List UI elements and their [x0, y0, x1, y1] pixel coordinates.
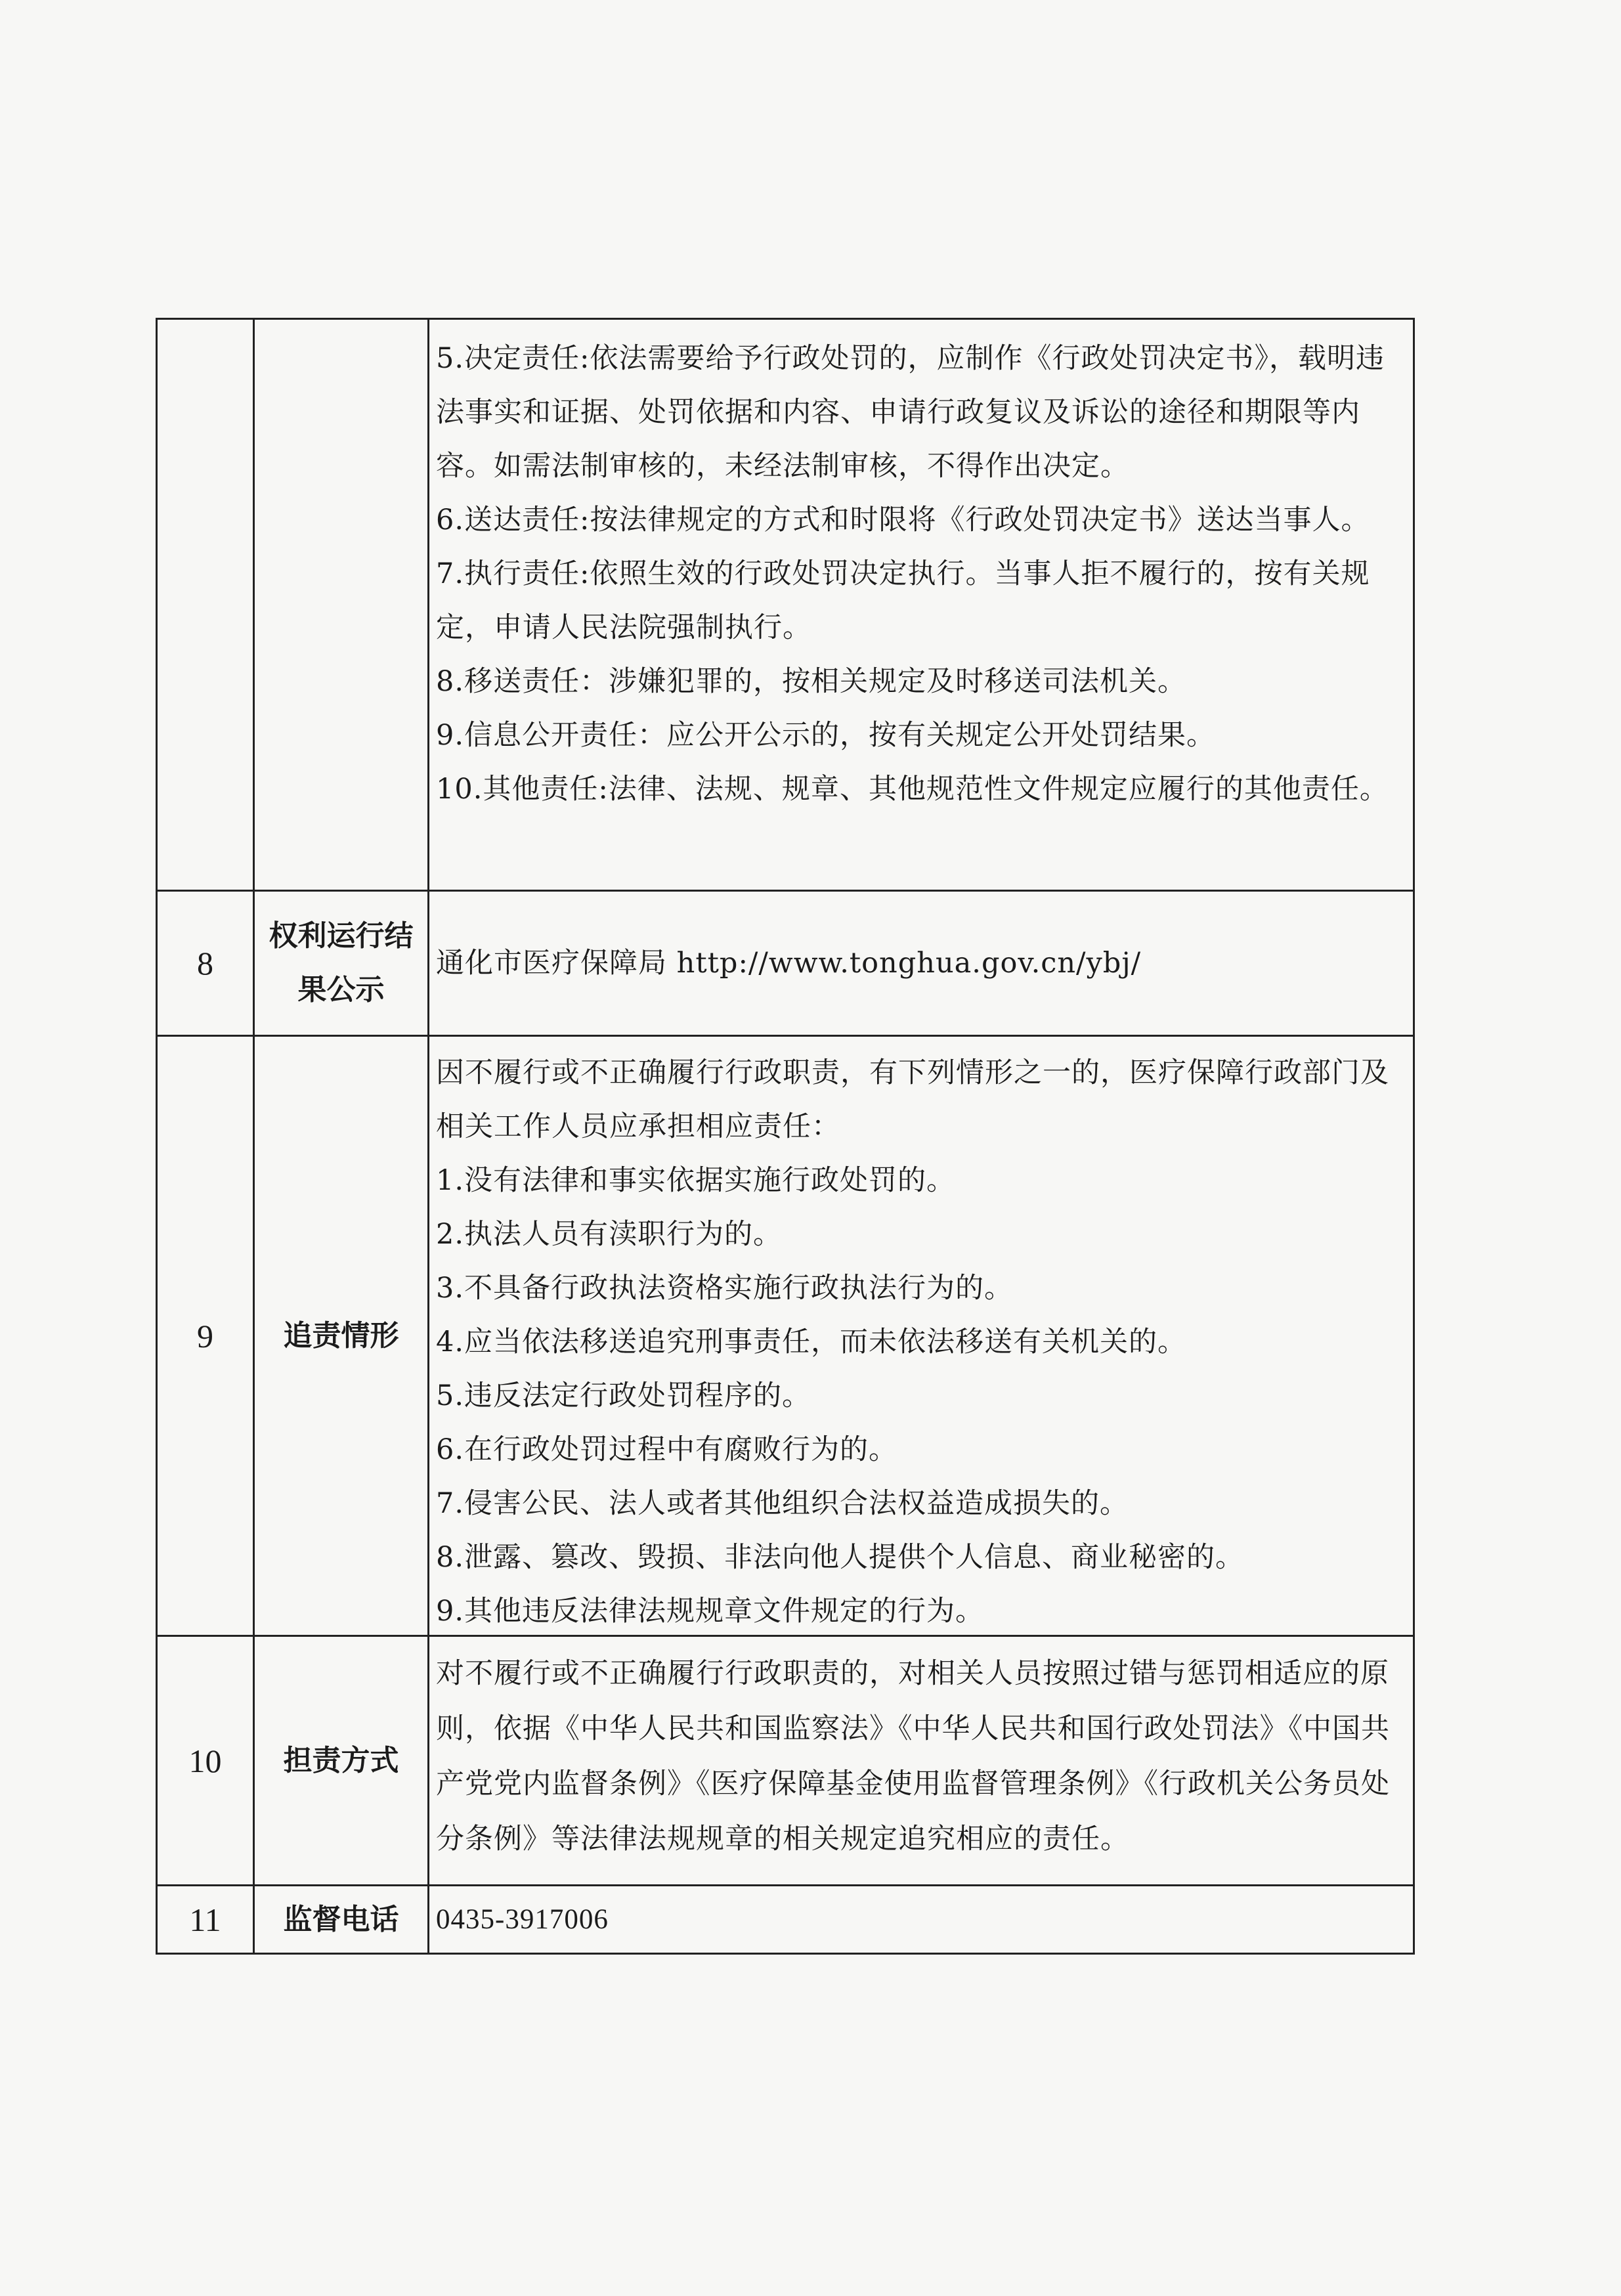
content-paragraph: 9.信息公开责任：应公开公示的，按有关规定公开处罚结果。 — [436, 719, 1216, 752]
content-paragraph: 8.移送责任：涉嫌犯罪的，按相关规定及时移送司法机关。 — [436, 665, 1187, 698]
content-paragraph: 3.不具备行政执法资格实施行政执法行为的。 — [436, 1272, 1014, 1305]
row-content-cell — [429, 1886, 1413, 1953]
table-row — [158, 1035, 1413, 1635]
table-row — [158, 1884, 1413, 1953]
table-row — [158, 320, 1413, 890]
row-item-name-cell: 追责情形 — [255, 1037, 429, 1635]
row-number-cell — [158, 320, 255, 890]
row-item-name-cell: 权利运行结果公示 — [255, 892, 429, 1035]
content-paragraph: 9.其他违反法律法规规章文件规定的行为。 — [436, 1595, 985, 1628]
content-paragraph: 6.在行政处罚过程中有腐败行为的。 — [436, 1433, 898, 1466]
content-paragraph: 6.送达责任:按法律规定的方式和时限将《行政处罚决定书》送达当事人。 — [436, 504, 1370, 536]
row-content-cell — [429, 892, 1413, 1035]
row-number-cell: 11 — [158, 1886, 255, 1953]
content-paragraph: 7.侵害公民、法人或者其他组织合法权益造成损失的。 — [436, 1487, 1129, 1520]
content-paragraph: 通化市医疗保障局 http://www.tonghua.gov.cn/ybj/ — [436, 947, 1142, 980]
content-paragraph: 对不履行或不正确履行行政职责的，对相关人员按照过错与惩罚相适应的原则，依据《中华人民共和国监察法》《中华人民共和国行政处罚法》《中国共产党党内监督条例》《医疗保障基金使用监督管理条例》《行政机关公务员处分条例》等法律法规规章的相关规定追究相应的责任。 — [436, 1657, 1390, 1855]
content-paragraph: 1.没有法律和事实依据实施行政处罚的。 — [436, 1164, 956, 1197]
content-paragraph: 5.违反法定行政处罚程序的。 — [436, 1379, 811, 1412]
responsibility-table — [156, 318, 1415, 1955]
row-number-cell: 8 — [158, 892, 255, 1035]
table-row — [158, 1635, 1413, 1884]
row-content-cell — [429, 1037, 1413, 1635]
row-content-cell — [429, 320, 1413, 890]
row-content-cell — [429, 1637, 1413, 1884]
row-item-name-cell — [255, 320, 429, 890]
phone-number: 0435-3917006 — [436, 1903, 609, 1935]
content-paragraph: 因不履行或不正确履行行政职责，有下列情形之一的，医疗保障行政部门及相关工作人员应承担相应责任： — [436, 1056, 1389, 1143]
row-number-cell: 10 — [158, 1637, 255, 1884]
row-item-name-cell: 监督电话 — [255, 1886, 429, 1953]
content-paragraph: 10.其他责任:法律、法规、规章、其他规范性文件规定应履行的其他责任。 — [436, 773, 1389, 806]
row-number-cell: 9 — [158, 1037, 255, 1635]
content-paragraph: 4.应当依法移送追究刑事责任，而未依法移送有关机关的。 — [436, 1326, 1187, 1358]
table-row — [158, 890, 1413, 1035]
content-paragraph: 8.泄露、篡改、毁损、非法向他人提供个人信息、商业秘密的。 — [436, 1541, 1245, 1574]
row-item-name-cell: 担责方式 — [255, 1637, 429, 1884]
content-paragraph: 5.决定责任:依法需要给予行政处罚的，应制作《行政处罚决定书》，载明违法事实和证据、处罚依据和内容、申请行政复议及诉讼的途径和期限等内容。如需法制审核的，未经法制审核，不得作出决定。 — [436, 342, 1385, 483]
content-paragraph: 7.执行责任:依照生效的行政处罚决定执行。当事人拒不履行的，按有关规定，申请人民法院强制执行。 — [436, 557, 1370, 644]
content-paragraph: 2.执法人员有渎职行为的。 — [436, 1218, 783, 1251]
